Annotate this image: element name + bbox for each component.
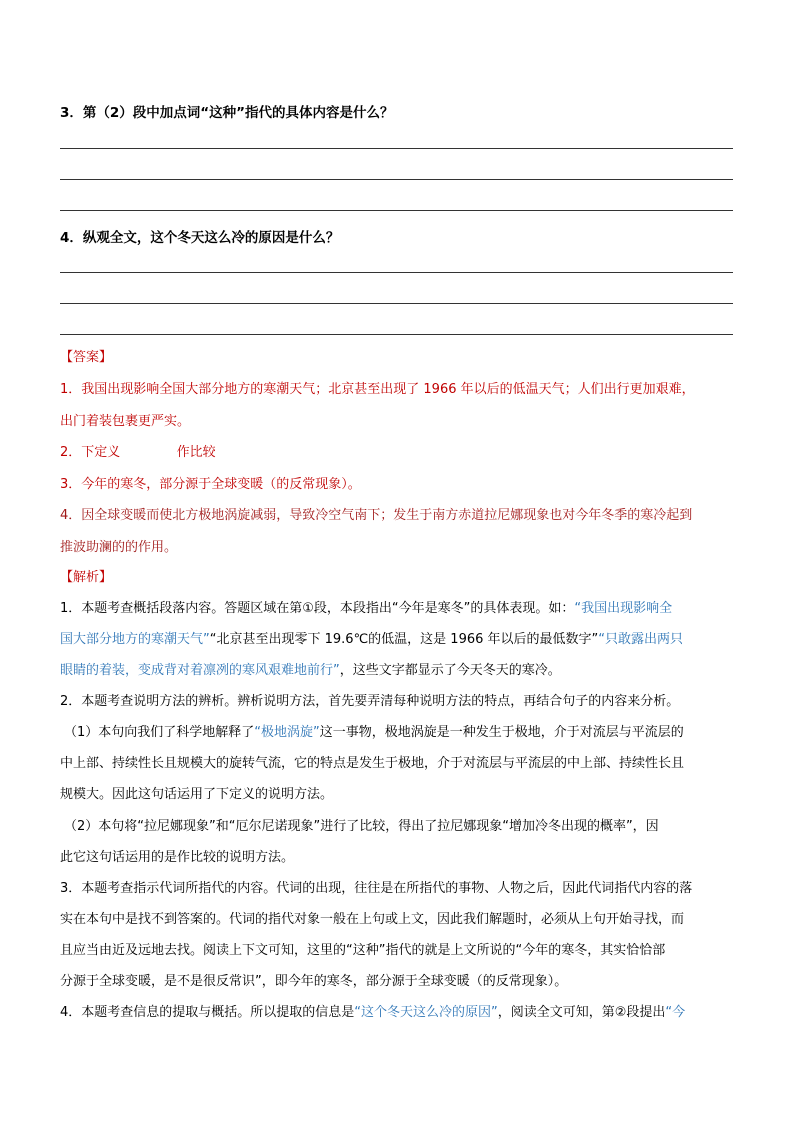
quoted-text: 国大部分地方的寒潮天气”	[60, 632, 210, 647]
answer-4-line-2: 推波助澜的的作用。	[60, 540, 178, 555]
answer-2	[60, 443, 216, 463]
analysis-1-line-3	[60, 661, 561, 681]
analysis-3-line-4: 分源于全球变暖，是不是很反常识”，即今年的寒冬，部分源于全球变暖（的反常现象）。	[60, 974, 568, 989]
analysis-2-line-2	[64, 723, 684, 743]
quoted-text: “只敢露出两只	[598, 632, 683, 647]
quoted-text: “我国出现影响全	[574, 601, 673, 616]
analysis-text: 4．本题考查信息的提取与概括。所以提取的信息是	[60, 1005, 355, 1020]
answer-1-line-1: 1．我国出现影响全国大部分地方的寒潮天气；北京甚至出现了 1966 年以后的低温天气；人们出行更加艰难，	[60, 382, 695, 397]
quoted-text: “这个冬天这么冷的原因”	[354, 1005, 498, 1020]
answer-line	[60, 210, 733, 211]
answer-4-line-1: 4．因全球变暖而使北方极地涡旋减弱，导致冷空气南下；发生于南方赤道拉尼娜现象也对今年冬季的寒冷起到	[60, 508, 693, 523]
answer-line	[60, 272, 733, 273]
quoted-text: “极地涡旋”	[254, 725, 320, 740]
analysis-2-line-5: （2）本句将“拉尼娜现象”和“厄尔尼诺现象”进行了比较，得出了拉尼娜现象“增加冷冬出现的概率”，因	[64, 819, 659, 834]
answer-line	[60, 148, 733, 149]
quoted-text: “今	[665, 1005, 686, 1020]
question-3: 3．第（2）段中加点词“这种”指代的具体内容是什么？	[60, 105, 394, 121]
analysis-4-line-1	[60, 1003, 685, 1023]
analysis-3-line-1: 3．本题考查指示代词所指代的内容。代词的出现，往往是在所指代的事物、人物之后，因此代词指代内容的落	[60, 881, 693, 896]
answer-2-part-2: 作比较	[176, 445, 216, 460]
analysis-text: 1．本题考查概括段落内容。答题区域在第①段，本段指出“今年是寒冬”的具体表现。如：	[60, 601, 575, 616]
analysis-1-line-1	[60, 599, 672, 619]
answer-line	[60, 334, 733, 335]
analysis-header: 【解析】	[60, 570, 113, 585]
analysis-1-line-2	[60, 630, 683, 650]
analysis-3-line-3: 且应当由近及远地去找。阅读上下文可知，这里的“这种”指代的就是上文所说的“今年的寒冬，其实恰恰部	[60, 943, 666, 958]
analysis-2-line-6: 此它这句话运用的是作比较的说明方法。	[60, 850, 295, 865]
analysis-text: 这一事物，极地涡旋是一种发生于极地，介于对流层与平流层的	[319, 725, 684, 740]
analysis-2-line-3: 中上部、持续性长且规模大的旋转气流，它的特点是发生于极地，介于对流层与平流层的中上部、持续性长且	[60, 756, 685, 771]
analysis-2-line-4: 规模大。因此这句话运用了下定义的说明方法。	[60, 787, 334, 802]
quoted-text: “北京甚至出现零下 19.6℃的低温，这是 1966 年以后的最低数字”	[209, 632, 599, 647]
answer-line	[60, 179, 733, 180]
answer-line	[60, 303, 733, 304]
analysis-text: ，这些文字都显示了今天冬天的寒冷。	[339, 663, 561, 678]
answer-1-line-2: 出门着装包裹更严实。	[60, 414, 191, 429]
quoted-text: 眼睛的着装，变成背对着凛冽的寒风艰难地前行”	[60, 663, 340, 678]
answer-header: 【答案】	[60, 350, 113, 365]
answer-2-part-1: 2．下定义	[60, 445, 121, 460]
analysis-text: ，阅读全文可知，第②段提出	[497, 1005, 666, 1020]
analysis-2-line-1: 2．本题考查说明方法的辨析。辨析说明方法，首先要弄清每种说明方法的特点，再结合句子的内容来分析。	[60, 694, 680, 709]
analysis-3-line-2: 实在本句中是找不到答案的。代词的指代对象一般在上句或上文，因此我们解题时，必须从上句开始寻找，而	[60, 912, 685, 927]
answer-3: 3．今年的寒冬，部分源于全球变暖（的反常现象）。	[60, 477, 361, 492]
analysis-text: （1）本句向我们了科学地解释了	[64, 725, 255, 740]
question-4: 4．纵观全文，这个冬天这么冷的原因是什么？	[60, 230, 340, 246]
